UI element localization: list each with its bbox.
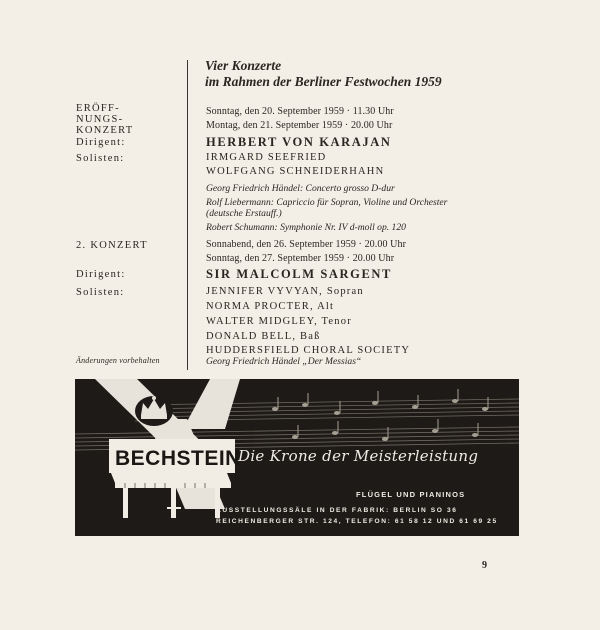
concert2-soloist-2: NORMA PROCTER, Alt xyxy=(206,301,335,312)
concert2-soloist-1: JENNIFER VYVYAN, Sopran xyxy=(206,286,364,297)
concert2-soloist-5: HUDDERSFIELD CHORAL SOCIETY xyxy=(206,345,411,356)
ad-brand-name: BECHSTEIN xyxy=(115,447,241,470)
changes-reserved-note: Änderungen vorbehalten xyxy=(76,356,160,365)
crown-icon xyxy=(135,396,173,426)
concert2-date-2: Sonntag, den 27. September 1959 · 20.00 Uhr xyxy=(206,253,395,264)
concert1-program-2: Rolf Liebermann: Capriccio für Sopran, Violine und Orchester xyxy=(206,197,448,208)
concert2-label: 2. KONZERT xyxy=(76,240,148,251)
ad-products: FLÜGEL UND PIANINOS xyxy=(356,490,466,499)
concert1-date-1: Sonntag, den 20. September 1959 · 11.30 Uhr xyxy=(206,106,394,117)
concert1-program-4: Robert Schumann: Symphonie Nr. IV d-moll op. 120 xyxy=(206,222,406,233)
concert2-date-1: Sonnabend, den 26. September 1959 · 20.00 Uhr xyxy=(206,239,407,250)
vertical-divider xyxy=(187,60,188,370)
concert1-soloist-2: WOLFGANG SCHNEIDERHAHN xyxy=(206,166,385,177)
page-number: 9 xyxy=(482,560,487,571)
concert1-date-2: Montag, den 21. September 1959 · 20.00 Uhr xyxy=(206,120,393,131)
ad-address-line-1: AUSSTELLUNGSSÄLE IN DER FABRIK: BERLIN SO 36 xyxy=(216,507,458,514)
concert2-conductor-label: Dirigent: xyxy=(76,269,126,280)
ad-slogan: Die Krone der Meisterleistung xyxy=(238,447,479,465)
concert2-soloist-3: WALTER MIDGLEY, Tenor xyxy=(206,316,352,327)
concert1-label-line-3: KONZERT xyxy=(76,125,134,136)
ad-address-line-2: REICHENBERGER STR. 124, TELEFON: 61 58 12 UND 61 69 25 xyxy=(216,518,498,525)
page-header xyxy=(205,58,442,90)
concert1-program-1: Georg Friedrich Händel: Concerto grosso D-dur xyxy=(206,183,395,194)
concert2-soloist-4: DONALD BELL, Baß xyxy=(206,331,321,342)
concert1-conductor-label: Dirigent: xyxy=(76,137,126,148)
concert1-label-line-1: ERÖFF- xyxy=(76,103,120,114)
concert1-program-3: (deutsche Erstauff.) xyxy=(206,208,282,219)
concert1-soloists-label: Solisten: xyxy=(76,153,125,164)
concert1-label-line-2: NUNGS- xyxy=(76,114,124,125)
header-line-2: im Rahmen der Berliner Festwochen 1959 xyxy=(205,74,442,89)
concert1-conductor: HERBERT VON KARAJAN xyxy=(206,135,392,149)
concert1-soloist-1: IRMGARD SEEFRIED xyxy=(206,152,327,163)
concert2-soloists-label: Solisten: xyxy=(76,287,125,298)
concert2-program: Georg Friedrich Händel „Der Messias“ xyxy=(206,356,362,367)
concert2-conductor: SIR MALCOLM SARGENT xyxy=(206,267,392,281)
header-line-1: Vier Konzerte xyxy=(205,58,282,73)
